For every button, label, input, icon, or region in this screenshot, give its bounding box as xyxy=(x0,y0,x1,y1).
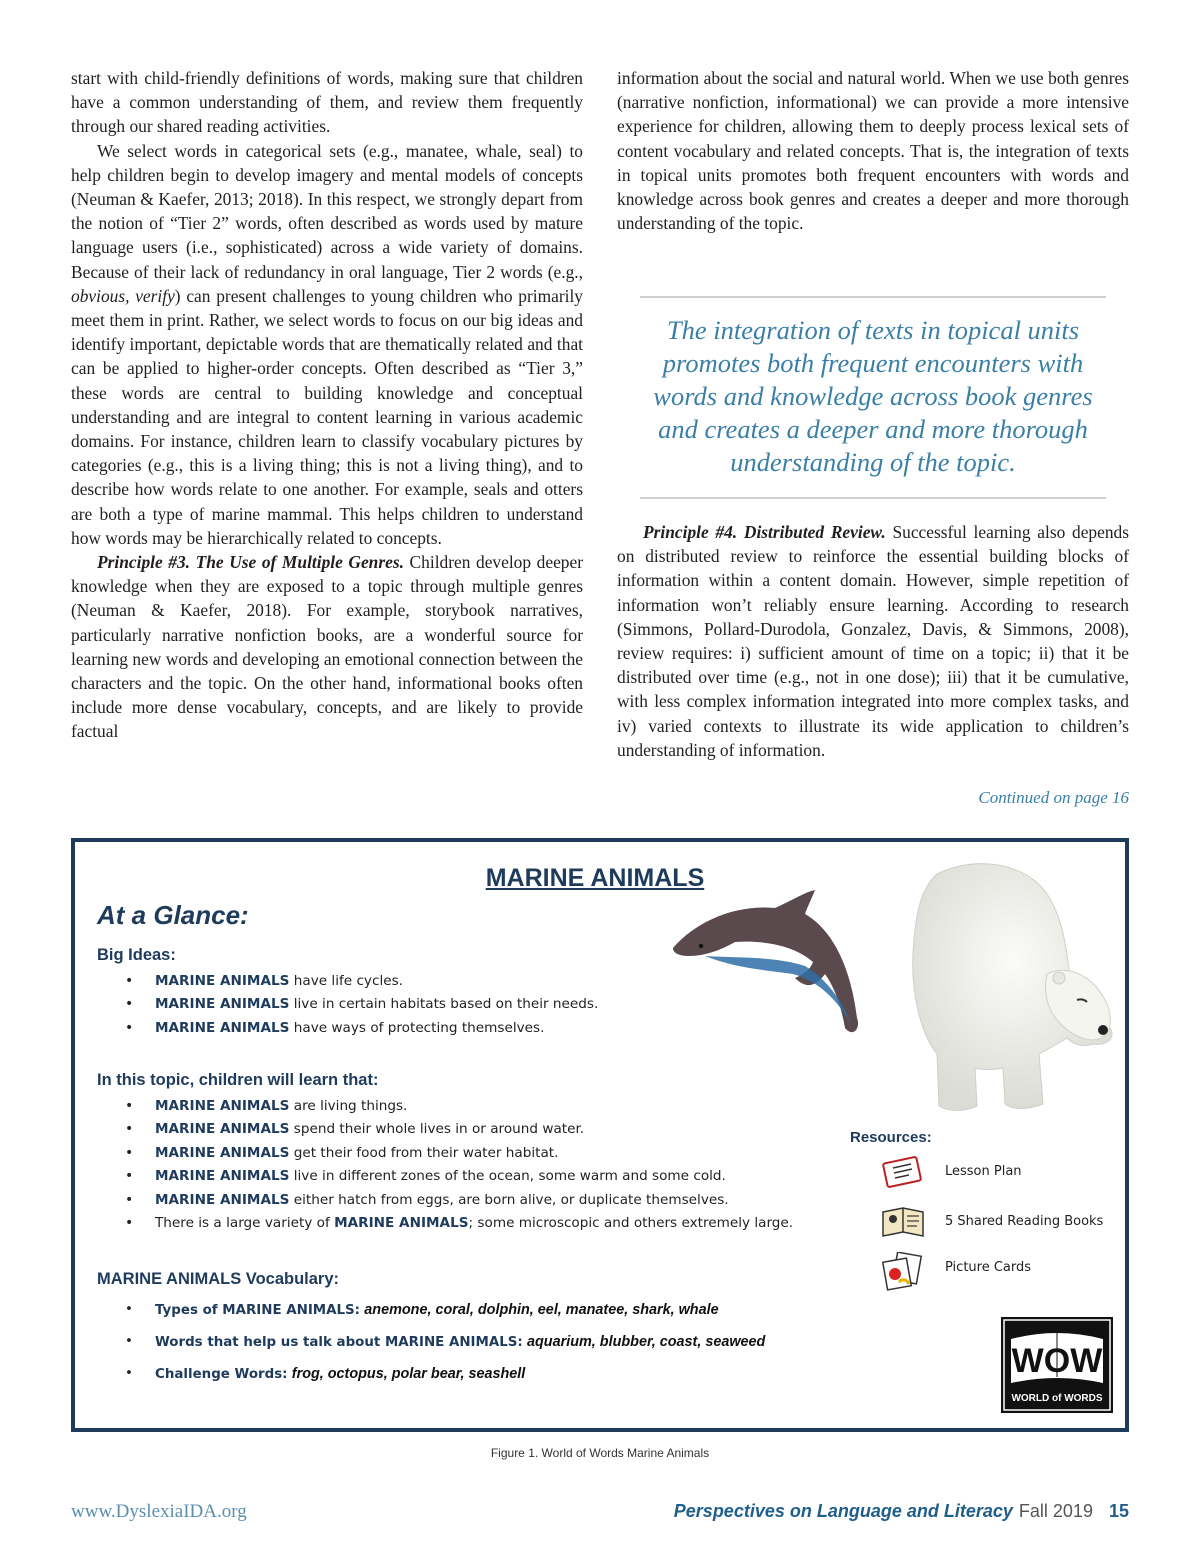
keyword: MARINE ANIMALS xyxy=(155,973,290,989)
text: Successful learning also depends on distributed review to reinforce the essential building blocks of information within a content domain. However, simple repetition of information won’t reliably ensure learning. According to research (Simmons, Pollard-Durodola, Gonzalez, Davis, & Simmons, 2008), review requires: i) sufficient amount of time on a topic; ii) that it be distributed over time (e.g., not in one dose); iii) that it be cumulative, with less complex information integrated into more complex tasks, and iv) varied contexts to illustrate its wide application to children’s understanding of information. xyxy=(617,522,1129,760)
keyword: MARINE ANIMALS xyxy=(155,1019,290,1036)
item-text: either hatch from eggs, are born alive, or duplicate themselves. xyxy=(289,1191,729,1208)
keyword: MARINE ANIMALS xyxy=(155,1121,290,1138)
learn-heading: In this topic, children will learn that: xyxy=(97,1071,379,1089)
item-text: There is a large variety of xyxy=(155,1215,335,1232)
list-item xyxy=(121,993,598,1016)
vocabulary-list xyxy=(121,1302,765,1398)
list-item xyxy=(121,1095,793,1118)
keyword: MARINE ANIMALS xyxy=(334,1215,469,1232)
vocabulary-item xyxy=(121,1366,765,1398)
resource-shared-reading-books[interactable] xyxy=(881,1202,1121,1246)
text: We select words in categorical sets (e.g., manatee, whale, seal) to help children begin to develop imagery and mental models of concepts (Neuman & Kaefer, 2013; 2018). In this respect, we strongly depart from the notion of “Tier 2” words, often described as words used by mature language users (i.e., sophisticated) across a wide variety of domains. Because of their lack of redundancy in oral language, Tier 2 words (e.g., xyxy=(71,140,583,282)
footer-website-link[interactable]: www.DyslexiaIDA.org xyxy=(71,1501,247,1522)
marine-animals-figure xyxy=(71,838,1129,1432)
resource-label: Lesson Plan xyxy=(945,1164,1022,1179)
item-text: are living things. xyxy=(289,1098,408,1114)
list-item xyxy=(121,1165,793,1188)
big-ideas-heading: Big Ideas: xyxy=(97,946,176,964)
vocabulary-words: aquarium, blubber, coast, seaweed xyxy=(527,1334,766,1350)
paragraph xyxy=(71,139,583,550)
list-item xyxy=(121,1142,793,1165)
dolphin-image xyxy=(665,878,865,1044)
logo-text: WOW xyxy=(1011,1342,1103,1380)
item-text: get their food from their water habitat. xyxy=(289,1144,559,1161)
left-column xyxy=(71,66,583,744)
lesson-plan-icon xyxy=(881,1152,925,1192)
item-text: ; some microscopic and others extremely large. xyxy=(468,1215,794,1232)
keyword: MARINE ANIMALS xyxy=(155,1191,290,1208)
resource-label: Picture Cards xyxy=(945,1260,1032,1275)
vocabulary-words: anemone, coral, dolphin, eel, manatee, shark, whale xyxy=(364,1302,719,1318)
vocabulary-label: Types of MARINE ANIMALS: xyxy=(155,1303,361,1318)
paragraph: information about the social and natural world. When we use both genres (narrative nonfiction, informational) we can provide a more intensive experience for children, allowing them to deeply process lexical sets of content vocabulary and related concepts. That is, the integration of texts in topical units promotes both frequent encounters with words and knowledge across book genres and creates a deeper and more thorough understanding of the topic. xyxy=(617,68,1129,234)
list-item xyxy=(121,970,598,993)
item-text: spend their whole lives in or around water. xyxy=(289,1121,585,1138)
paragraph xyxy=(71,550,583,744)
learn-list xyxy=(121,1095,793,1235)
logo-subtext: WORLD of WORDS xyxy=(1011,1393,1103,1404)
vocabulary-item xyxy=(121,1302,765,1334)
text: ) can present challenges to young children who primarily meet them in print. Rather, we select words to focus on our big ideas and identify important, depictable words that are thematically related and that can be applied to higher-order concepts. Often described as “Tier 3,” these words are central to building knowledge and conceptual understanding and are integral to content learning in various academic domains. For instance, children learn to classify vocabulary pictures by categories (e.g., this is a living thing; this is not a living thing), and to describe how words relate to one another. For example, seals and otters are both a type of marine mammal. This helps children to understand how words may be hierarchically related to concepts. xyxy=(71,285,583,548)
principle-heading: Principle #4. Distributed Review. xyxy=(643,522,886,542)
item-text: have ways of protecting themselves. xyxy=(289,1019,545,1036)
principle-heading: Principle #3. The Use of Multiple Genres. xyxy=(97,552,404,573)
text: Children develop deeper knowledge when they are exposed to a topic through multiple genres (Neuman & Kaefer, 2018). For example, storybook narratives, particularly narrative nonfiction books, are a wonderful source for learning new words and developing an emotional connection between the characters and the topic. On the other hand, informational books often include more dense vocabulary, concepts, and are likely to provide factual xyxy=(71,552,583,742)
keyword: MARINE ANIMALS xyxy=(155,1098,290,1114)
book-icon xyxy=(881,1202,925,1242)
vocabulary-words: frog, octopus, polar bear, seashell xyxy=(291,1366,526,1382)
resources-heading: Resources: xyxy=(850,1129,932,1146)
list-item xyxy=(121,1017,598,1040)
figure-caption: Figure 1. World of Words Marine Animals xyxy=(490,1446,710,1460)
resource-label: 5 Shared Reading Books xyxy=(945,1214,1104,1229)
big-ideas-list xyxy=(121,970,598,1040)
continued-link[interactable]: Continued on page 16 xyxy=(978,788,1129,807)
right-column xyxy=(617,66,1129,235)
paragraph xyxy=(617,520,1129,762)
vocabulary-label: Challenge Words: xyxy=(155,1367,288,1382)
picture-cards-icon xyxy=(881,1252,925,1292)
pull-quote: The integration of texts in topical units promotes both frequent encounters with words and knowledge across book genres and creates a deeper and more thorough understanding of the topic. xyxy=(640,296,1106,499)
item-text: live in different zones of the ocean, some warm and some cold. xyxy=(289,1168,726,1185)
resource-picture-cards[interactable] xyxy=(881,1252,1121,1296)
list-item xyxy=(121,1118,793,1141)
polar-bear-image xyxy=(897,854,1119,1116)
at-a-glance-heading: At a Glance: xyxy=(97,900,249,930)
page-number: 15 xyxy=(1108,1501,1129,1521)
wow-logo-icon xyxy=(1001,1317,1113,1413)
item-text: have life cycles. xyxy=(289,973,403,989)
paragraph: start with child-friendly definitions of words, making sure that children have a common understanding of them, and review them frequently through our shared reading activities. xyxy=(71,68,583,137)
italic-text: obvious, verify xyxy=(71,285,175,306)
publication-name: Perspectives on Language and Literacy xyxy=(673,1501,1013,1521)
item-text: live in certain habitats based on their needs. xyxy=(289,996,599,1013)
footer-publication xyxy=(674,1501,1129,1522)
keyword: MARINE ANIMALS xyxy=(155,1168,290,1185)
world-of-words-logo xyxy=(1001,1317,1113,1413)
vocabulary-label: Words that help us talk about MARINE ANIMALS: xyxy=(155,1335,523,1350)
list-item xyxy=(121,1212,793,1235)
vocabulary-heading: MARINE ANIMALS Vocabulary: xyxy=(97,1270,340,1288)
right-column-lower xyxy=(617,520,1129,762)
vocabulary-item xyxy=(121,1334,765,1366)
keyword: MARINE ANIMALS xyxy=(155,996,290,1013)
figure-title: MARINE ANIMALS xyxy=(485,864,705,892)
list-item xyxy=(121,1189,793,1212)
keyword: MARINE ANIMALS xyxy=(155,1144,290,1161)
resource-lesson-plan[interactable] xyxy=(881,1152,1121,1196)
issue: Fall 2019 xyxy=(1018,1501,1093,1521)
